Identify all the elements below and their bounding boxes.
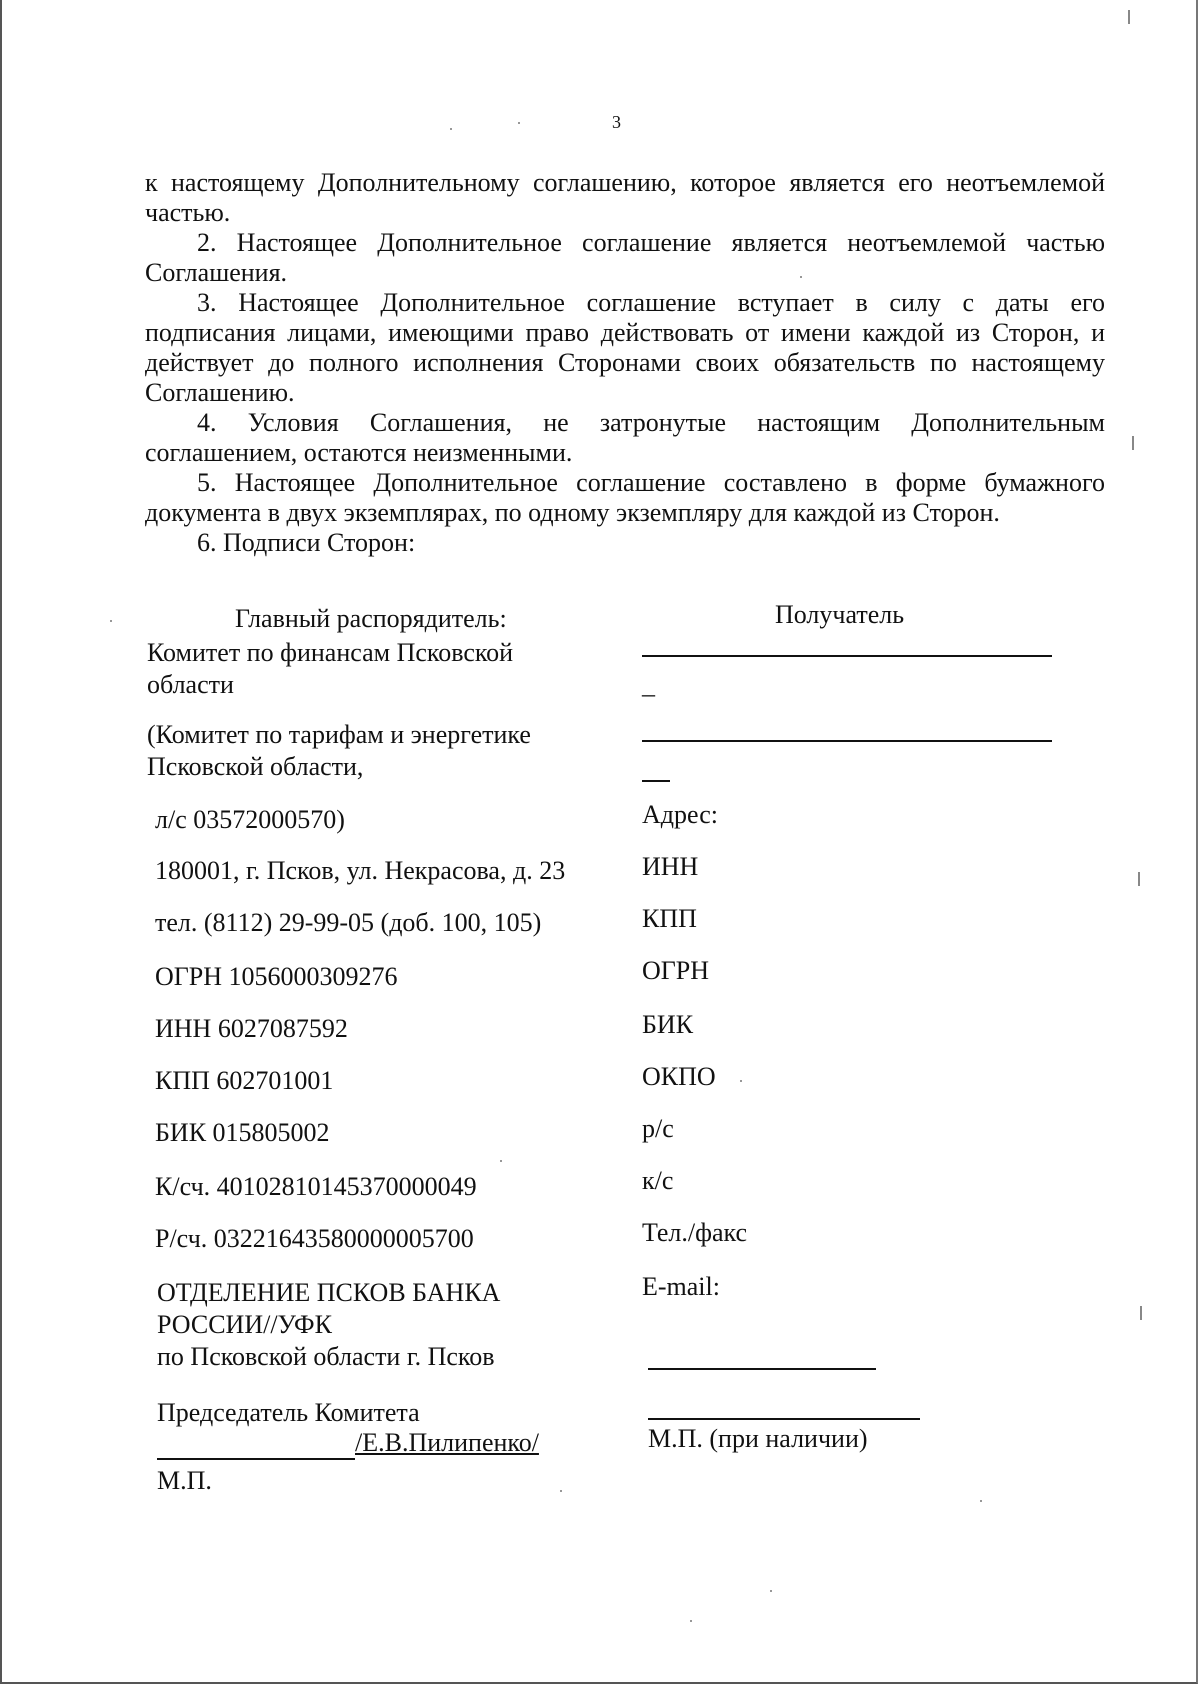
right-signature-line xyxy=(648,1368,876,1370)
scan-artifact xyxy=(1128,10,1130,24)
right-party-inn: ИНН xyxy=(642,852,699,881)
left-party-sub-line1: (Комитет по тарифам и энергетике xyxy=(147,720,531,749)
left-party-account: л/с 03572000570) xyxy=(155,805,345,834)
scan-artifact xyxy=(1140,1306,1142,1320)
scan-artifact xyxy=(1138,872,1140,886)
left-party-address: 180001, г. Псков, ул. Некрасова, д. 23 xyxy=(155,856,566,885)
left-party-inn: ИНН 6027087592 xyxy=(155,1014,348,1043)
left-party-bik: БИК 015805002 xyxy=(155,1118,330,1147)
right-seal-line xyxy=(648,1418,920,1420)
scan-speck xyxy=(770,1590,772,1592)
right-party-dash: _ xyxy=(642,670,655,699)
left-signature-line xyxy=(157,1458,355,1460)
right-party-kpp: КПП xyxy=(642,904,697,933)
left-party-name-line2: области xyxy=(147,670,234,699)
left-party-bank-line3: по Псковской области г. Псков xyxy=(157,1342,495,1371)
right-party-bik: БИК xyxy=(642,1010,694,1039)
scan-speck xyxy=(560,1490,562,1492)
right-sub-line xyxy=(642,740,1052,742)
right-party-seal: М.П. (при наличии) xyxy=(648,1424,868,1453)
left-party-kpp: КПП 602701001 xyxy=(155,1066,334,1095)
scan-artifact xyxy=(1132,436,1134,450)
scan-speck xyxy=(690,1620,692,1622)
left-party-seal: М.П. xyxy=(157,1466,212,1495)
scan-speck xyxy=(980,1500,982,1502)
left-party-heading: Главный распорядитель: xyxy=(235,604,507,633)
scan-speck xyxy=(450,128,452,130)
scan-speck xyxy=(740,1080,742,1082)
paragraph-3: 3. Настоящее Дополнительное соглашение вступает в силу с даты его подписания лицами, имеющими право действовать от имени каждой из Сторон, и действует до полного исполнения Сторонами своих обязательств по настоящему Соглашению. xyxy=(145,288,1105,407)
scan-speck xyxy=(518,122,520,124)
scan-speck xyxy=(110,620,112,622)
left-party-phone: тел. (8112) 29-99-05 (доб. 100, 105) xyxy=(155,908,542,937)
left-party-sub-line2: Псковской области, xyxy=(147,752,364,781)
right-party-tel-fax: Тел./факс xyxy=(642,1218,748,1247)
left-party-rs: Р/сч. 03221643580000005700 xyxy=(155,1224,474,1253)
right-party-address: Адрес: xyxy=(642,800,718,829)
left-party-signer-title: Председатель Комитета xyxy=(157,1398,420,1427)
right-party-ogrn: ОГРН xyxy=(642,956,710,985)
agreement-body xyxy=(145,168,1105,558)
left-party-name-line1: Комитет по финансам Псковской xyxy=(147,638,514,667)
right-party-ks: к/с xyxy=(642,1166,674,1195)
page-number: 3 xyxy=(612,112,621,132)
paragraph-2: 2. Настоящее Дополнительное соглашение является неотъемлемой частью Соглашения. xyxy=(145,228,1105,287)
left-party-ogrn: ОГРН 1056000309276 xyxy=(155,962,398,991)
right-short-line xyxy=(642,780,670,782)
left-party-signer-name: /Е.В.Пилипенко/ xyxy=(355,1428,539,1457)
scan-speck xyxy=(500,1160,502,1162)
right-name-line xyxy=(642,655,1052,657)
left-party-bank-line1: ОТДЕЛЕНИЕ ПСКОВ БАНКА xyxy=(157,1278,501,1307)
right-party-okpo: ОКПО xyxy=(642,1062,716,1091)
right-party-rs: р/с xyxy=(642,1114,674,1143)
paragraph-5: 5. Настоящее Дополнительное соглашение составлено в форме бумажного документа в двух экземплярах, по одному экземпляру для каждой из Сторон. xyxy=(145,468,1105,527)
right-party-email: E-mail: xyxy=(642,1272,720,1301)
right-party-heading: Получатель xyxy=(775,600,905,629)
paragraph-4: 4. Условия Соглашения, не затронутые настоящим Дополнительным соглашением, остаются неизменными. xyxy=(145,408,1105,467)
paragraph-continuation: к настоящему Дополнительному соглашению, которое является его неотъемлемой частью. xyxy=(145,168,1105,227)
left-party-bank-line2: РОССИИ//УФК xyxy=(157,1310,332,1339)
paragraph-6: 6. Подписи Сторон: xyxy=(197,528,416,557)
left-party-ks: К/сч. 40102810145370000049 xyxy=(155,1172,477,1201)
